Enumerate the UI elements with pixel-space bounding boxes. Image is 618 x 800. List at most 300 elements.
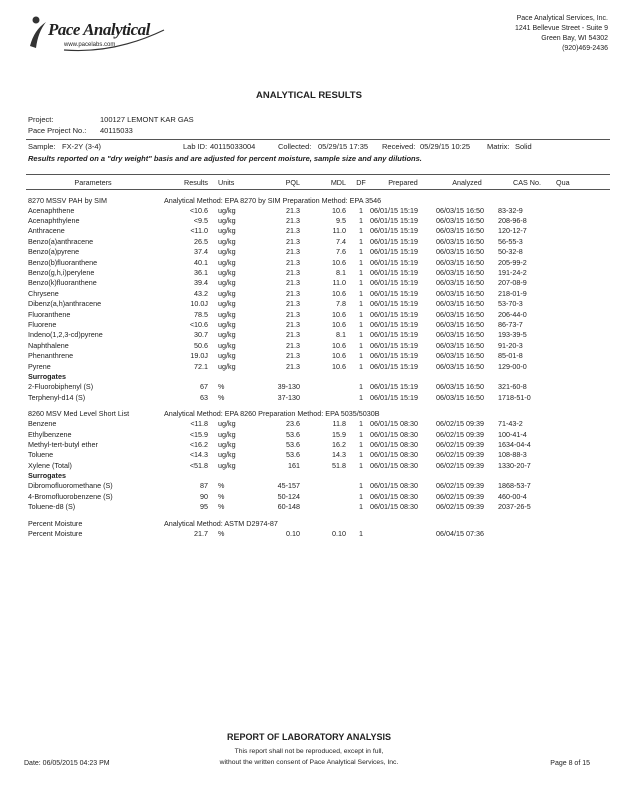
table-cell: ug/kg xyxy=(218,247,236,257)
table-cell xyxy=(556,309,580,319)
table-cell: 4-Bromofluorobenzene (S) xyxy=(28,491,113,501)
table-cell: 56-55-3 xyxy=(498,236,523,246)
table-cell xyxy=(498,371,556,381)
column-header: Analyzed xyxy=(452,177,482,187)
table-cell: 1 xyxy=(359,491,363,501)
table-cell: 1 xyxy=(359,247,363,257)
results-note: Results reported on a "dry weight" basis and are adjusted for percent moisture, sample size and any dilutions. xyxy=(28,154,422,163)
table-cell: 06/01/15 15:19 xyxy=(370,226,418,236)
table-cell: 06/01/15 08:30 xyxy=(370,502,418,512)
table-cell: 06/01/15 08:30 xyxy=(370,460,418,470)
table-cell xyxy=(436,371,498,381)
company-line: 1241 Bellevue Street - Suite 9 xyxy=(514,25,608,32)
table-cell: 1 xyxy=(359,319,363,329)
table-cell: Anthracene xyxy=(28,226,65,236)
table-cell xyxy=(556,236,580,246)
section-method: Analytical Method: EPA 8260 Preparation Method: EPA 5035/5030B xyxy=(164,409,380,419)
table-cell: 1 xyxy=(359,528,363,538)
table-cell: 06/03/15 16:50 xyxy=(436,236,484,246)
table-cell xyxy=(556,418,580,428)
table-cell: 06/03/15 16:50 xyxy=(436,382,484,392)
table-cell xyxy=(556,429,580,439)
table-cell xyxy=(158,470,218,480)
table-cell: <51.8 xyxy=(189,460,208,470)
received-label: Received: xyxy=(382,142,416,151)
table-cell: <11.0 xyxy=(190,226,208,236)
table-cell xyxy=(556,491,580,501)
lab-id-label: Lab ID: xyxy=(183,142,208,151)
table-cell: Chrysene xyxy=(28,288,59,298)
table-cell: 208-96-8 xyxy=(498,216,527,226)
table-cell: 1 xyxy=(359,450,363,460)
footer-title: REPORT OF LABORATORY ANALYSIS xyxy=(226,732,392,742)
table-cell: 06/01/15 15:19 xyxy=(370,257,418,267)
table-cell: 26.5 xyxy=(194,236,208,246)
table-row xyxy=(28,470,580,480)
table-cell: ug/kg xyxy=(218,429,236,439)
table-cell xyxy=(306,491,352,501)
table-cell: 10.6 xyxy=(332,340,346,350)
table-cell: % xyxy=(218,502,225,512)
table-cell: ug/kg xyxy=(218,288,236,298)
column-header: Prepared xyxy=(388,177,418,187)
table-cell xyxy=(556,392,580,402)
table-cell xyxy=(306,481,352,491)
table-cell: 21.3 xyxy=(286,268,300,278)
table-cell: 39-130 xyxy=(277,382,300,392)
table-cell: 16.2 xyxy=(332,439,346,449)
table-cell: 15.9 xyxy=(332,429,346,439)
table-cell: 10.6 xyxy=(332,205,346,215)
table-cell: % xyxy=(218,528,225,538)
table-cell: 06/03/15 16:50 xyxy=(436,309,484,319)
table-cell: 2-Fluorobiphenyl (S) xyxy=(28,382,94,392)
table-cell: 1718-51-0 xyxy=(498,392,531,402)
company-address xyxy=(515,14,608,54)
table-cell: 1 xyxy=(359,351,363,361)
table-cell: 1 xyxy=(359,382,363,392)
table-cell: 06/01/15 15:19 xyxy=(370,299,418,309)
table-cell: 1 xyxy=(359,268,363,278)
table-cell: 7.4 xyxy=(336,236,346,246)
divider xyxy=(26,139,610,140)
table-cell: 06/01/15 15:19 xyxy=(370,330,418,340)
matrix-label: Matrix: xyxy=(487,142,510,151)
table-cell xyxy=(370,470,436,480)
table-cell: Benzo(k)fluoranthene xyxy=(28,278,97,288)
project-label: Project: xyxy=(28,115,54,124)
table-cell: 39.4 xyxy=(194,278,208,288)
table-cell: 321-60-8 xyxy=(498,382,527,392)
matrix-value: Solid xyxy=(515,142,532,151)
table-cell xyxy=(556,330,580,340)
footer-note: without the written consent of Pace Analytical Services, Inc. xyxy=(219,759,399,766)
table-cell: Dibromofluoromethane (S) xyxy=(28,481,113,491)
table-cell: 21.3 xyxy=(286,330,300,340)
table-cell: 120-12-7 xyxy=(498,226,527,236)
table-cell: 50-32-8 xyxy=(498,247,523,257)
table-cell: 1 xyxy=(359,278,363,288)
table-cell: <14.3 xyxy=(189,450,208,460)
table-cell: Surrogates xyxy=(28,371,66,381)
table-cell: 63 xyxy=(200,392,208,402)
project-value: 100127 LEMONT KAR GAS xyxy=(100,115,194,124)
table-cell: 06/04/15 07:36 xyxy=(436,528,484,538)
table-cell: 21.3 xyxy=(286,361,300,371)
table-cell xyxy=(556,226,580,236)
table-cell: 191-24-2 xyxy=(498,268,527,278)
table-cell: % xyxy=(218,382,225,392)
table-cell: ug/kg xyxy=(218,268,236,278)
table-cell: 06/01/15 15:19 xyxy=(370,309,418,319)
table-cell: 60-148 xyxy=(277,502,300,512)
table-cell: 21.3 xyxy=(286,340,300,350)
table-cell: 23.6 xyxy=(286,419,300,429)
table-cell xyxy=(556,382,580,392)
table-cell: 37-130 xyxy=(277,392,300,402)
company-line: (920)469-2436 xyxy=(562,45,608,52)
table-cell: 06/01/15 15:19 xyxy=(370,247,418,257)
table-cell xyxy=(556,340,580,350)
table-cell: 108-88-3 xyxy=(498,450,527,460)
table-cell: 06/03/15 16:50 xyxy=(436,351,484,361)
table-cell: 0.10 xyxy=(332,528,346,538)
company-line: Pace Analytical Services, Inc. xyxy=(516,15,608,22)
table-row xyxy=(28,309,580,319)
table-cell: 1 xyxy=(359,439,363,449)
table-cell xyxy=(306,371,352,381)
table-cell: 129-00-0 xyxy=(498,361,527,371)
column-header: Units xyxy=(218,177,235,187)
table-cell xyxy=(556,350,580,360)
table-cell: 8.1 xyxy=(336,268,346,278)
table-cell xyxy=(556,205,580,215)
table-cell: 53-70-3 xyxy=(498,299,523,309)
table-cell: 43.2 xyxy=(194,288,208,298)
table-cell: 06/02/15 09:39 xyxy=(436,481,484,491)
table-cell: 90 xyxy=(200,491,208,501)
table-cell: 10.6 xyxy=(332,257,346,267)
table-cell: ug/kg xyxy=(218,299,236,309)
table-cell: 06/03/15 16:50 xyxy=(436,319,484,329)
table-cell xyxy=(556,502,580,512)
table-cell: 10.6 xyxy=(332,351,346,361)
table-cell: 78.5 xyxy=(194,309,208,319)
table-cell: 06/03/15 16:50 xyxy=(436,299,484,309)
table-cell xyxy=(260,371,306,381)
table-row xyxy=(28,481,580,491)
table-cell: 10.6 xyxy=(332,309,346,319)
table-cell: % xyxy=(218,491,225,501)
table-cell: 53.6 xyxy=(286,450,300,460)
table-cell: 53.6 xyxy=(286,439,300,449)
section-name: 8270 MSSV PAH by SIM xyxy=(28,196,107,205)
table-cell: 218-01-9 xyxy=(498,288,527,298)
table-cell: Benzo(b)fluoranthene xyxy=(28,257,98,267)
table-cell: 21.3 xyxy=(286,216,300,226)
table-cell: 06/02/15 09:39 xyxy=(436,450,484,460)
table-cell: 06/03/15 16:50 xyxy=(436,278,484,288)
table-cell: 21.3 xyxy=(286,257,300,267)
table-cell: 06/01/15 15:19 xyxy=(370,216,418,226)
table-cell xyxy=(556,371,580,381)
table-cell: 06/01/15 15:19 xyxy=(370,351,418,361)
table-cell: 161 xyxy=(288,460,300,470)
results-table-body xyxy=(28,175,580,538)
table-cell: 21.3 xyxy=(286,247,300,257)
table-cell: 53.6 xyxy=(286,429,300,439)
table-cell: 10.6 xyxy=(332,288,346,298)
table-cell: 1634-04-4 xyxy=(498,439,531,449)
table-cell xyxy=(556,278,580,288)
column-header: Results xyxy=(184,177,208,187)
table-cell: 1868-53-7 xyxy=(498,481,531,491)
section-method: Analytical Method: EPA 8270 by SIM Preparation Method: EPA 3546 xyxy=(164,196,382,205)
table-cell: 21.3 xyxy=(286,319,300,329)
table-cell: ug/kg xyxy=(218,205,236,215)
table-cell: 1 xyxy=(359,330,363,340)
table-cell: 06/01/15 08:30 xyxy=(370,450,418,460)
table-cell: 1 xyxy=(359,257,363,267)
table-cell xyxy=(370,528,436,538)
table-cell: 06/03/15 16:50 xyxy=(436,247,484,257)
table-row xyxy=(28,205,580,215)
table-cell: ug/kg xyxy=(218,330,236,340)
table-cell: 06/01/15 08:30 xyxy=(370,419,418,429)
table-cell: 1 xyxy=(359,392,363,402)
table-cell: Acenaphthene xyxy=(28,205,75,215)
table-cell: 06/03/15 16:50 xyxy=(436,361,484,371)
column-header: CAS No. xyxy=(513,177,541,187)
table-cell: 1 xyxy=(359,419,363,429)
table-cell: ug/kg xyxy=(218,309,236,319)
table-cell: 1330-20-7 xyxy=(498,460,531,470)
table-cell: 11.0 xyxy=(332,226,346,236)
table-cell: 06/03/15 16:50 xyxy=(436,340,484,350)
table-cell: Acenaphthylene xyxy=(28,216,80,226)
column-header: Qua xyxy=(556,177,570,187)
table-cell: 06/03/15 16:50 xyxy=(436,226,484,236)
table-cell: 100-41-4 xyxy=(498,429,527,439)
table-row xyxy=(28,382,580,392)
table-cell: 10.6 xyxy=(332,319,346,329)
column-header: Parameters xyxy=(74,177,112,187)
table-cell: 06/01/15 15:19 xyxy=(370,268,418,278)
table-cell: 91-20-3 xyxy=(498,340,523,350)
table-cell xyxy=(556,439,580,449)
table-cell: 06/01/15 15:19 xyxy=(370,361,418,371)
table-cell xyxy=(436,470,498,480)
table-cell: 06/01/15 15:19 xyxy=(370,288,418,298)
table-cell: Fluorene xyxy=(28,319,57,329)
table-cell: 50.6 xyxy=(194,340,208,350)
table-cell: Benzene xyxy=(28,419,57,429)
section-header xyxy=(28,512,580,528)
section-method: Analytical Method: ASTM D2974-87 xyxy=(164,518,278,528)
table-cell: 10.6 xyxy=(332,361,346,371)
table-cell: 71-43-2 xyxy=(498,419,523,429)
table-header xyxy=(28,175,580,189)
table-cell xyxy=(306,382,352,392)
table-cell: 06/03/15 16:50 xyxy=(436,216,484,226)
lab-id-value: 40115033004 xyxy=(210,142,256,151)
table-cell: 21.3 xyxy=(286,226,300,236)
collected-value: 05/29/15 17:35 xyxy=(318,142,369,151)
table-cell: 21.3 xyxy=(286,236,300,246)
table-cell: Toluene xyxy=(28,450,54,460)
table-cell: 1 xyxy=(359,340,363,350)
table-cell: ug/kg xyxy=(218,450,236,460)
table-cell: Percent Moisture xyxy=(28,528,83,538)
table-cell: 1 xyxy=(359,236,363,246)
sample-value: FX-2Y (3-4) xyxy=(62,142,102,151)
table-cell: 21.3 xyxy=(286,299,300,309)
table-cell: ug/kg xyxy=(218,419,236,429)
table-row xyxy=(28,319,580,329)
table-row xyxy=(28,226,580,236)
table-cell xyxy=(556,450,580,460)
table-cell: ug/kg xyxy=(218,340,236,350)
table-cell: 06/01/15 08:30 xyxy=(370,481,418,491)
table-cell: 06/01/15 08:30 xyxy=(370,439,418,449)
table-cell xyxy=(556,361,580,371)
collected-label: Collected: xyxy=(278,142,312,151)
table-cell: 10.0J xyxy=(190,299,208,309)
table-cell: <10.6 xyxy=(189,319,208,329)
table-cell: % xyxy=(218,392,225,402)
table-row xyxy=(28,330,580,340)
table-cell: 06/01/15 15:19 xyxy=(370,319,418,329)
table-cell: Fluoranthene xyxy=(28,309,71,319)
table-cell: 06/02/15 09:39 xyxy=(436,429,484,439)
table-cell: Naphthalene xyxy=(28,340,69,350)
table-cell: 86-73-7 xyxy=(498,319,523,329)
table-cell: ug/kg xyxy=(218,226,236,236)
table-row xyxy=(28,257,580,267)
table-cell: 06/01/15 15:19 xyxy=(370,340,418,350)
table-cell: <9.5 xyxy=(193,216,208,226)
table-cell: 11.8 xyxy=(332,419,346,429)
table-cell xyxy=(556,481,580,491)
table-cell: 11.0 xyxy=(332,278,346,288)
table-cell: 8.1 xyxy=(336,330,346,340)
table-cell: 83-32-9 xyxy=(498,205,523,215)
table-row xyxy=(28,236,580,246)
logo-text: Pace Analytical xyxy=(48,20,150,39)
table-row xyxy=(28,502,580,512)
table-cell: 06/01/15 15:19 xyxy=(370,205,418,215)
pace-project-label: Pace Project No.: xyxy=(28,126,87,135)
sample-label: Sample: xyxy=(28,142,56,151)
table-cell: Xylene (Total) xyxy=(28,460,72,470)
table-row xyxy=(28,299,580,309)
table-row xyxy=(28,528,580,538)
report-date: Date: 06/05/2015 04:23 PM xyxy=(24,760,110,767)
table-cell xyxy=(556,215,580,225)
table-cell xyxy=(498,528,556,538)
table-cell: 1 xyxy=(359,481,363,491)
column-header: PQL xyxy=(285,177,300,187)
table-cell: 06/01/15 15:19 xyxy=(370,278,418,288)
table-cell: 06/03/15 16:50 xyxy=(436,205,484,215)
table-cell: 06/03/15 16:50 xyxy=(436,288,484,298)
section-header xyxy=(28,189,580,205)
table-cell: 7.6 xyxy=(336,247,346,257)
table-cell: ug/kg xyxy=(218,319,236,329)
table-cell: 36.1 xyxy=(194,268,208,278)
table-cell xyxy=(556,288,580,298)
table-cell: 1 xyxy=(359,216,363,226)
table-cell: <10.6 xyxy=(189,205,208,215)
column-header: DF xyxy=(356,177,366,187)
table-cell: Dibenz(a,h)anthracene xyxy=(28,299,102,309)
table-row xyxy=(28,267,580,277)
table-cell: 06/01/15 15:19 xyxy=(370,382,418,392)
table-cell: 207-08-9 xyxy=(498,278,527,288)
table-cell: 21.3 xyxy=(286,309,300,319)
table-cell: ug/kg xyxy=(218,257,236,267)
table-cell: ug/kg xyxy=(218,351,236,361)
table-cell: 37.4 xyxy=(194,247,208,257)
table-cell: 06/03/15 16:50 xyxy=(436,257,484,267)
table-cell xyxy=(352,470,370,480)
table-row xyxy=(28,278,580,288)
table-cell xyxy=(556,299,580,309)
table-cell: 1 xyxy=(359,288,363,298)
table-cell: 85-01-8 xyxy=(498,351,523,361)
table-cell: 72.1 xyxy=(194,361,208,371)
table-row xyxy=(28,361,580,371)
pace-project-value: 40115033 xyxy=(100,126,133,135)
section-name: Percent Moisture xyxy=(28,518,83,528)
table-cell: Phenanthrene xyxy=(28,351,74,361)
footer-note: This report shall not be reproduced, except in full, xyxy=(234,748,384,755)
table-cell: 1 xyxy=(359,502,363,512)
table-cell xyxy=(556,257,580,267)
table-cell: 30.7 xyxy=(194,330,208,340)
table-cell: 206-44-0 xyxy=(498,309,527,319)
table-cell: Indeno(1,2,3-cd)pyrene xyxy=(28,330,103,340)
table-row xyxy=(28,491,580,501)
table-row xyxy=(28,288,580,298)
table-cell: ug/kg xyxy=(218,278,236,288)
table-cell: 06/01/15 08:30 xyxy=(370,491,418,501)
table-cell: 45-157 xyxy=(277,481,300,491)
table-cell: Benzo(a)anthracene xyxy=(28,236,94,246)
results-table xyxy=(28,175,580,538)
table-cell: 06/03/15 16:50 xyxy=(436,330,484,340)
table-cell: Toluene-d8 (S) xyxy=(28,502,76,512)
table-cell: 50-124 xyxy=(277,491,300,501)
table-row xyxy=(28,429,580,439)
table-cell xyxy=(260,470,306,480)
table-row xyxy=(28,450,580,460)
table-cell: 205-99-2 xyxy=(498,257,527,267)
table-cell: 1 xyxy=(359,226,363,236)
table-cell: 21.3 xyxy=(286,351,300,361)
table-cell: 87 xyxy=(200,481,208,491)
table-row xyxy=(28,418,580,428)
table-cell: % xyxy=(218,481,225,491)
table-cell: Terphenyl-d14 (S) xyxy=(28,392,86,402)
table-cell xyxy=(306,502,352,512)
table-cell: 2037-26-5 xyxy=(498,502,531,512)
table-cell: <16.2 xyxy=(189,439,208,449)
table-cell: 460-00-4 xyxy=(498,491,527,501)
table-cell: ug/kg xyxy=(218,439,236,449)
table-cell: ug/kg xyxy=(218,361,236,371)
table-cell: 06/02/15 09:39 xyxy=(436,439,484,449)
